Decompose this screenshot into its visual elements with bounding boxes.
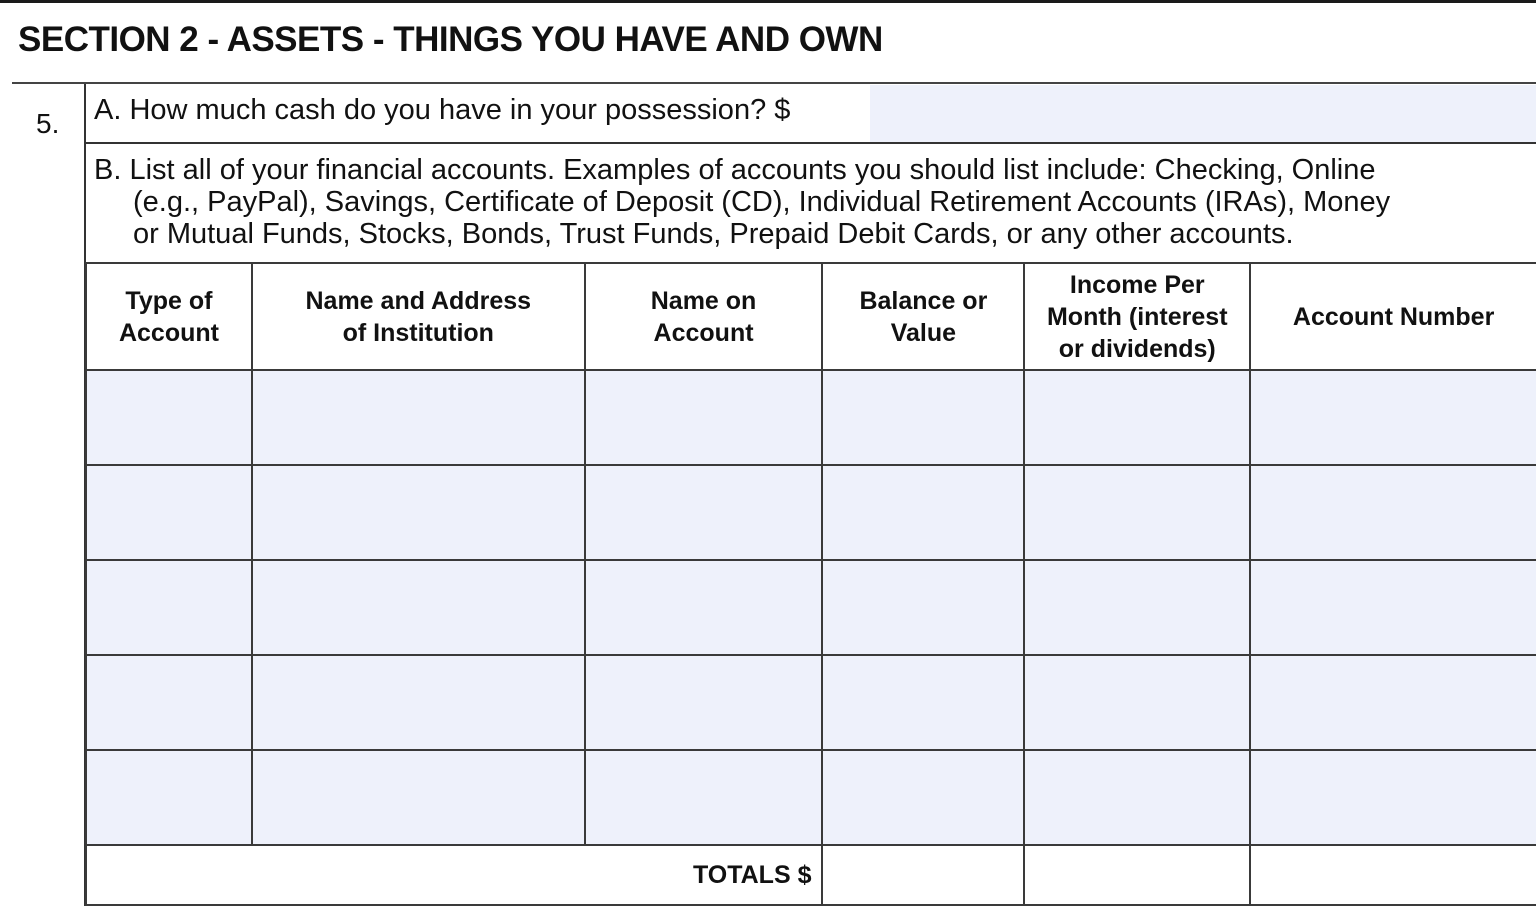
header-text: of Institution	[342, 318, 494, 347]
type-cell[interactable]	[86, 560, 252, 655]
balance-cell[interactable]	[822, 370, 1024, 465]
institution-cell[interactable]	[252, 560, 585, 655]
account-number-input[interactable]	[1251, 694, 1536, 711]
header-balance	[822, 263, 1024, 370]
type-cell[interactable]	[86, 750, 252, 845]
institution-cell[interactable]	[252, 655, 585, 750]
table-header-row	[86, 263, 1536, 370]
institution-input[interactable]	[253, 694, 584, 711]
account-number-cell[interactable]	[1250, 750, 1536, 845]
name-on-account-input[interactable]	[586, 409, 822, 426]
table-row	[86, 465, 1536, 560]
account-number-cell[interactable]	[1250, 465, 1536, 560]
balance-cell[interactable]	[822, 560, 1024, 655]
header-income	[1024, 263, 1250, 370]
income-input[interactable]	[1025, 599, 1249, 616]
income-cell[interactable]	[1024, 370, 1250, 465]
total-balance-field[interactable]	[822, 845, 1024, 905]
account-number-input[interactable]	[1251, 409, 1536, 426]
balance-input[interactable]	[823, 504, 1023, 521]
table-row	[86, 370, 1536, 465]
totals-label: TOTALS $	[86, 845, 822, 905]
account-number-input[interactable]	[1251, 504, 1536, 521]
name-on-account-cell[interactable]	[585, 655, 823, 750]
income-input[interactable]	[1025, 504, 1249, 521]
type-input[interactable]	[87, 504, 251, 521]
account-number-input[interactable]	[1251, 599, 1536, 616]
balance-cell[interactable]	[822, 655, 1024, 750]
instructions-line-3: or Mutual Funds, Stocks, Bonds, Trust Funds, Prepaid Debit Cards, or any other accounts.	[133, 218, 1294, 250]
name-on-account-input[interactable]	[586, 504, 822, 521]
name-on-account-cell[interactable]	[585, 750, 823, 845]
account-number-cell[interactable]	[1250, 560, 1536, 655]
cash-amount-field[interactable]	[870, 85, 1536, 142]
header-text: Name and Address	[305, 286, 532, 315]
name-on-account-input[interactable]	[586, 694, 822, 711]
income-input[interactable]	[1025, 694, 1249, 711]
header-text: Account	[118, 318, 219, 347]
institution-input[interactable]	[253, 789, 584, 806]
instructions-line-1: B. List all of your financial accounts. Examples of accounts you should list include: Checking, Online	[94, 154, 1376, 186]
balance-input[interactable]	[823, 409, 1023, 426]
type-input[interactable]	[87, 409, 251, 426]
income-input[interactable]	[1025, 789, 1249, 806]
header-account-number	[1250, 263, 1536, 370]
header-text: Income Per	[1069, 270, 1205, 299]
top-border	[0, 0, 1536, 3]
cash-question-label: A. How much cash do you have in your possession? $	[94, 94, 791, 126]
name-on-account-input[interactable]	[586, 789, 822, 806]
header-text: or dividends)	[1058, 334, 1216, 363]
institution-input[interactable]	[253, 504, 584, 521]
header-text: Name on	[650, 286, 757, 315]
total-account-number-field	[1250, 845, 1536, 905]
institution-input[interactable]	[253, 409, 584, 426]
institution-cell[interactable]	[252, 465, 585, 560]
table-row	[86, 750, 1536, 845]
name-on-account-cell[interactable]	[585, 560, 823, 655]
accounts-instructions	[94, 154, 1524, 250]
total-income-field[interactable]	[1024, 845, 1250, 905]
name-on-account-cell[interactable]	[585, 465, 823, 560]
institution-input[interactable]	[253, 599, 584, 616]
balance-input[interactable]	[823, 694, 1023, 711]
income-cell[interactable]	[1024, 750, 1250, 845]
balance-input[interactable]	[823, 789, 1023, 806]
name-on-account-input[interactable]	[586, 599, 822, 616]
type-input[interactable]	[87, 694, 251, 711]
header-institution	[252, 263, 585, 370]
account-number-cell[interactable]	[1250, 370, 1536, 465]
type-cell[interactable]	[86, 465, 252, 560]
instructions-line-2: (e.g., PayPal), Savings, Certificate of Deposit (CD), Individual Retirement Accounts (IRAs), Money	[133, 186, 1391, 218]
name-on-account-cell[interactable]	[585, 370, 823, 465]
type-cell[interactable]	[86, 655, 252, 750]
institution-cell[interactable]	[252, 370, 585, 465]
totals-row	[86, 845, 1536, 905]
balance-cell[interactable]	[822, 750, 1024, 845]
header-text: Type of	[125, 286, 213, 315]
header-text: Balance or	[859, 286, 988, 315]
header-text: Account Number	[1292, 302, 1495, 331]
type-input[interactable]	[87, 789, 251, 806]
header-name-on-account	[585, 263, 823, 370]
income-cell[interactable]	[1024, 560, 1250, 655]
header-text: Value	[890, 318, 957, 347]
header-type-of-account	[86, 263, 252, 370]
institution-cell[interactable]	[252, 750, 585, 845]
section-title: SECTION 2 - ASSETS - THINGS YOU HAVE AND OWN	[18, 20, 883, 59]
account-number-cell[interactable]	[1250, 655, 1536, 750]
table-row	[86, 560, 1536, 655]
question-a-divider	[86, 142, 1536, 144]
type-cell[interactable]	[86, 370, 252, 465]
income-cell[interactable]	[1024, 465, 1250, 560]
balance-cell[interactable]	[822, 465, 1024, 560]
header-text: Month (interest	[1046, 302, 1228, 331]
balance-input[interactable]	[823, 599, 1023, 616]
question-number: 5.	[36, 108, 60, 139]
section-divider	[12, 82, 1536, 84]
table-row	[86, 655, 1536, 750]
account-number-input[interactable]	[1251, 789, 1536, 806]
header-text: Account	[653, 318, 754, 347]
income-cell[interactable]	[1024, 655, 1250, 750]
financial-accounts-table	[85, 262, 1536, 906]
type-input[interactable]	[87, 599, 251, 616]
income-input[interactable]	[1025, 409, 1249, 426]
